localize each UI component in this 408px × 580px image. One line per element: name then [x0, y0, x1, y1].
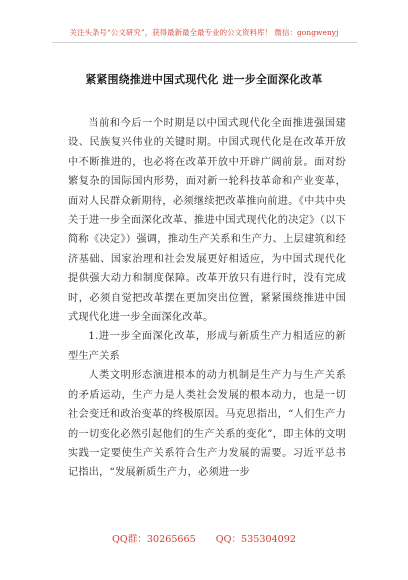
footer-contact [0, 531, 408, 545]
footer-qq: QQ：535304092 [215, 534, 296, 545]
header-divider [52, 42, 357, 43]
document-title: 紧紧围绕推进中国式现代化 进一步全面深化改革 [85, 73, 323, 86]
paragraph: 当前和今后一个时期是以中国式现代化全面推进强国建设、民族复兴伟业的关键时期。中国式现代化是在改革开放中不断推进的，也必将在改革开放中开辟广阔前景。面对纷繁复杂的国际国内形势，面对新一轮科技革命和产业变革，面对人民群众新期待，必须继续把改革推向前进。《中共中央关于进一步全面深化改革、推进中国式现代化的决定》（以下简称《决定》）强调，推动生产关系和生产力、上层建筑和经济基础、国家治理和社会发展更好相适应，为中国式现代化提供强大动力和制度保障。改革开放只有进行时，没有完成时，必须自觉把改革摆在更加突出位置，紧紧围绕推进中国式现代化进一步全面深化改革。 [68, 118, 346, 324]
header-promo-text: 关注头条号“公文研究”，获得最新最全最专业的公文资料库！ 微信：gongwenyj [69, 28, 339, 37]
document-body [68, 114, 346, 483]
section-heading: 1.进一步全面深化改革，形成与新质生产力相适应的新型生产关系 [68, 331, 346, 362]
footer-qq-group: QQ群：30265665 [111, 534, 196, 545]
paragraph: 人类文明形态演进根本的动力机制是生产力与生产关系的矛盾运动，生产力是人类社会发展的根本动力，也是一切社会变迁和政治变革的终极原因。马克思指出，“人们生产力的一切变化必然引起他们的生产关系的变化”，即主体的文明实践一定要使生产关系符合生产力发展的需要。习近平总书记指出，“发展新质生产力，必须进一步 [68, 370, 346, 479]
